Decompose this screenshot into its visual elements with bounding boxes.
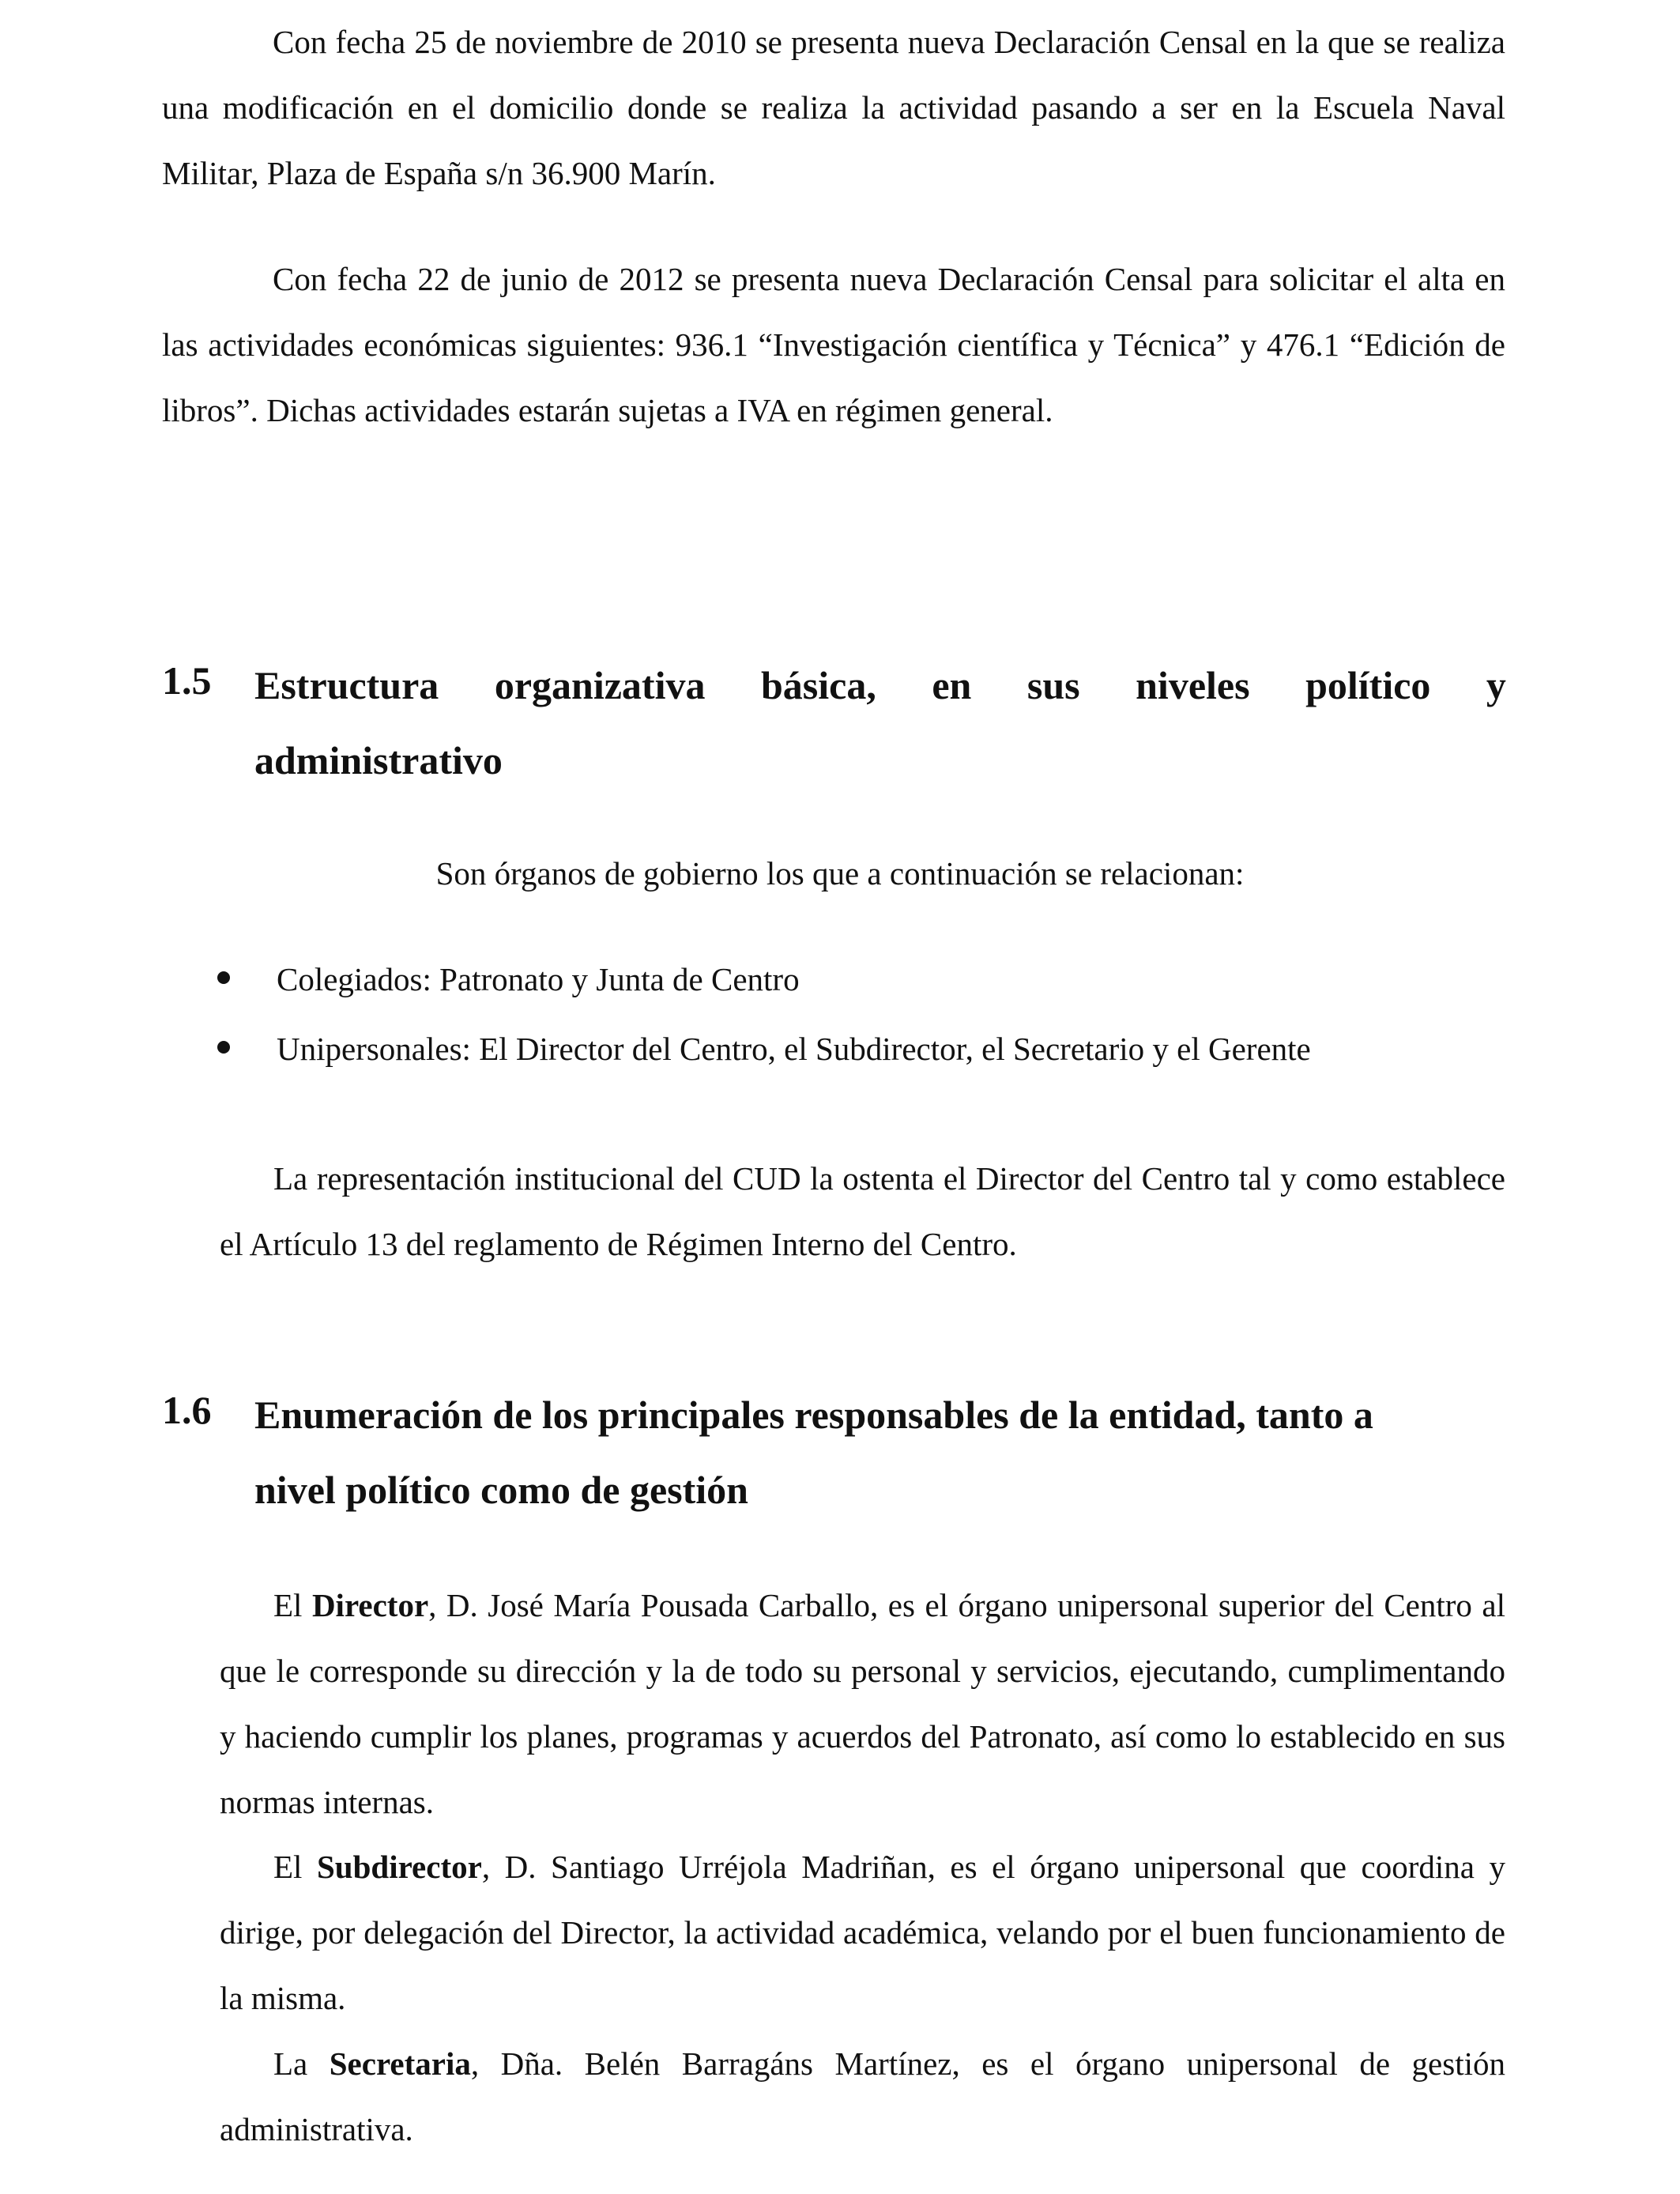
governing-bodies-intro: Son órganos de gobierno los que a continuación se relacionan: — [435, 855, 1245, 892]
bullet-icon — [217, 971, 230, 984]
paragraph-censal-2010: Con fecha 25 de noviembre de 2010 se presenta nueva Declaración Censal en la que se realiza una modificación en el domicilio donde se realiza la actividad pasando a ser en la Escuela Naval Militar, Plaza de España s/n 36.900 Marín. — [162, 24, 1505, 191]
role-description: , D. José María Pousada Carballo, es el órgano unipersonal superior del Centro al que le corresponde su dirección y la de todo su personal y servicios, ejecutando, cumplimentando y haciendo cumplir los planes, programas y acuerdos del Patronato, así como lo establecido en sus normas internas. — [220, 1587, 1506, 1820]
section-number: 1.5 — [162, 658, 212, 703]
title-word: político — [1305, 663, 1431, 707]
list-item — [217, 944, 1311, 1014]
bullet-icon — [217, 1041, 230, 1054]
title-word: organizativa — [494, 663, 706, 707]
paragraph-censal-2012: Con fecha 22 de junio de 2012 se presenta nueva Declaración Censal para solicitar el alta en las actividades económicas siguientes: 936.1 “Investigación científica y Técnica” y 476.1 “Edición de libros”. Dichas actividades estarán sujetas a IVA en régimen general. — [162, 261, 1505, 428]
paragraph-representation: La representación institucional del CUD la ostenta el Director del Centro tal y como establece el Artículo 13 del reglamento de Régimen Interno del Centro. — [220, 1160, 1505, 1262]
section-heading-1-6 — [162, 1387, 1506, 1545]
section-title-line-1 — [254, 658, 1506, 713]
role-prefix: El — [273, 1849, 317, 1885]
governing-bodies-list — [217, 944, 1311, 1084]
section-title-line-2: administrativo — [254, 738, 503, 782]
title-word: Estructura — [254, 663, 439, 707]
section-heading-1-5 — [162, 658, 1506, 816]
paragraph-subdirector — [220, 1834, 1505, 2031]
title-word: niveles — [1136, 663, 1250, 707]
title-word: básica, — [760, 663, 876, 707]
role-prefix: El — [273, 1587, 312, 1623]
title-word: sus — [1026, 663, 1080, 707]
list-item-text: Colegiados: Patronato y Junta de Centro — [277, 961, 800, 997]
role-name: Subdirector — [317, 1849, 482, 1885]
list-item-text: Unipersonales: El Director del Centro, el Subdirector, el Secretario y el Gerente — [277, 1031, 1311, 1067]
role-description: , D. Santiago Urréjola Madriñan, es el órgano unipersonal que coordina y dirige, por delegación del Director, la actividad académica, velando por el buen funcionamiento de la misma. — [220, 1849, 1506, 2016]
section-title-line-2: nivel político como de gestión — [254, 1468, 748, 1512]
role-prefix: La — [273, 2045, 330, 2082]
paragraph-director — [220, 1573, 1505, 1835]
section-number: 1.6 — [162, 1388, 212, 1432]
section-title-line-1: Enumeración de los principales responsables de la entidad, tanto a — [254, 1393, 1373, 1437]
role-name: Director — [311, 1587, 429, 1623]
paragraph-secretaria — [220, 2031, 1505, 2162]
role-name: Secretaria — [329, 2045, 471, 2082]
title-word: y — [1486, 663, 1506, 707]
list-item — [217, 1014, 1311, 1084]
title-word: en — [932, 663, 972, 707]
role-description: , Dña. Belén Barragáns Martínez, es el órgano unipersonal de gestión administrativa. — [220, 2045, 1505, 2147]
